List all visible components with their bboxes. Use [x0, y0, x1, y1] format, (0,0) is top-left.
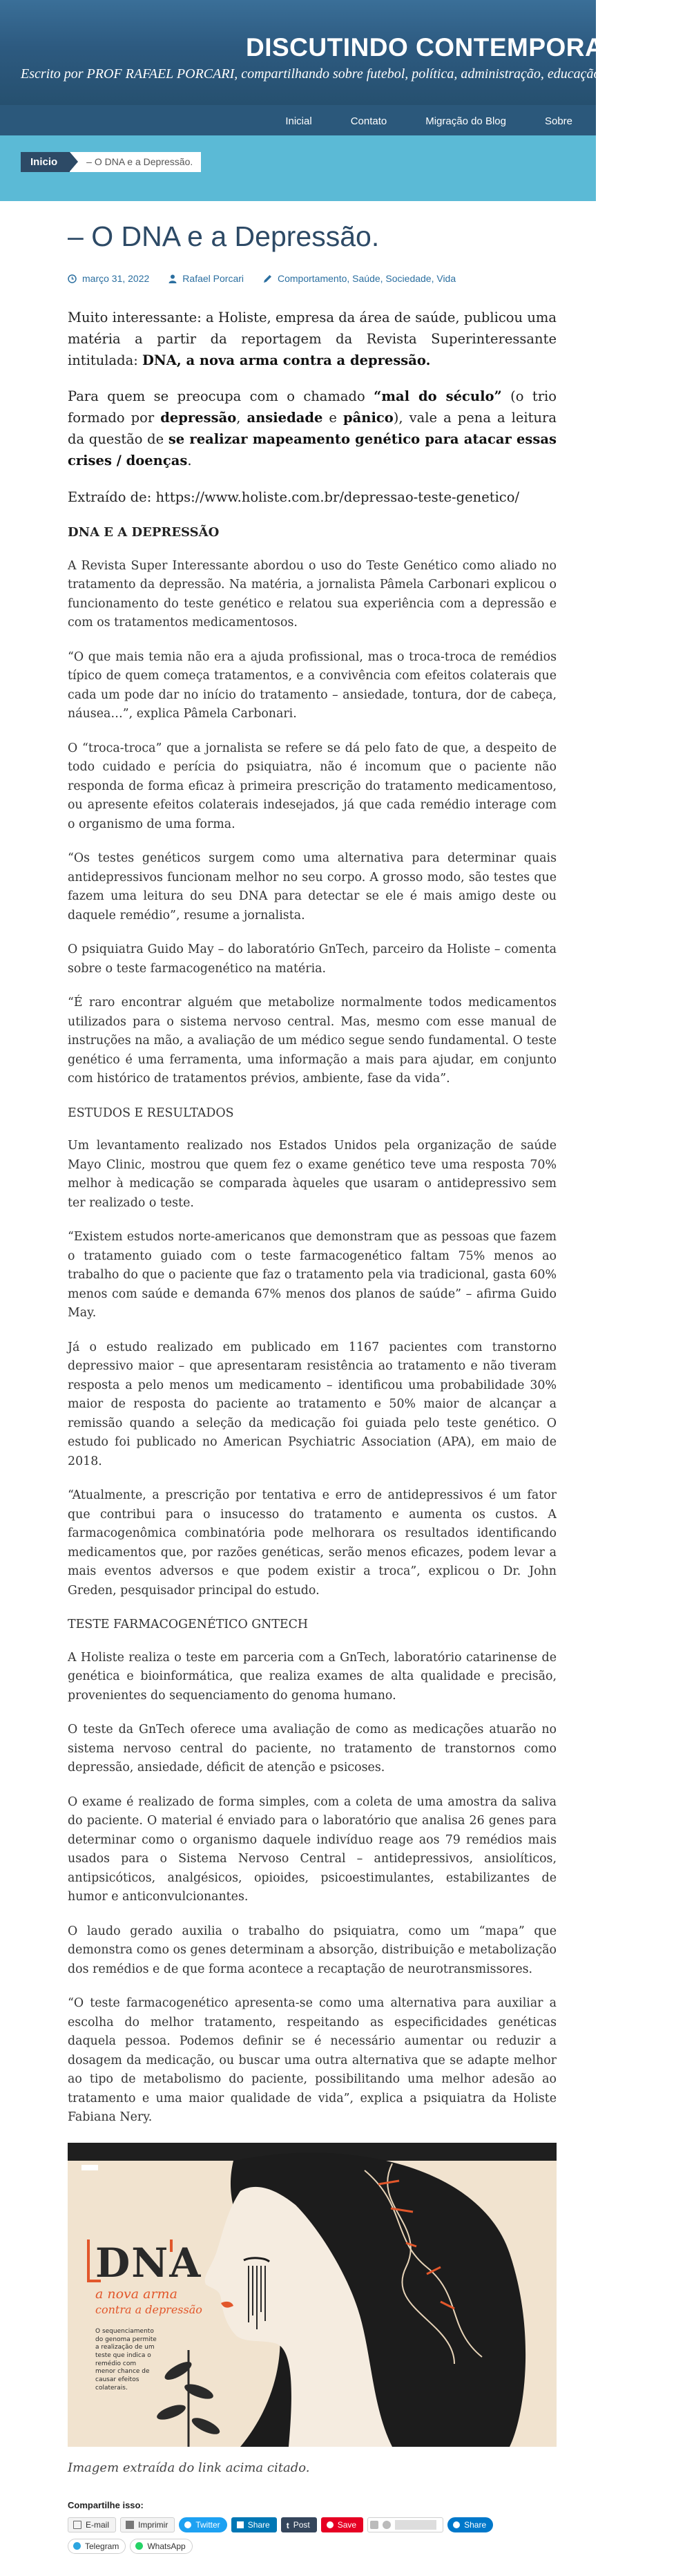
- nav-item-migracao[interactable]: Migração do Blog: [425, 115, 506, 127]
- reddit-icon: [383, 2521, 391, 2529]
- share-whatsapp-button[interactable]: WhatsApp: [130, 2539, 192, 2554]
- figure-side-text: O sequenciamento do genoma permite a realização de um teste que indica o remédio com menor chance de causar efeitos colaterais.: [95, 2327, 157, 2392]
- post-meta: [68, 273, 557, 284]
- post-content: [68, 221, 557, 2560]
- paragraph: “O teste farmacogenético apresenta-se como uma alternativa para auxiliar a escolha do melhor tratamento, respeitando as especificidades genéticas daquela pessoa. Podemos definir se é necessário aumentar ou reduzir a dosagem da medicação, ou buscar uma outra alternativa que se adapte melhor ao tipo de metabolismo do paciente, possibilitando uma melhor adesão ao tratamento e uma maior qualidade de vida”, explica a psiquiatra da Holiste Fabiana Nery.: [68, 1996, 557, 2125]
- main-nav: [0, 105, 596, 135]
- clock-icon: [68, 274, 77, 283]
- article-illustration: [68, 2143, 557, 2447]
- post-author[interactable]: [168, 273, 244, 284]
- post-body: [68, 307, 557, 2128]
- post-author-text[interactable]: Rafael Porcari: [182, 273, 244, 285]
- nav-item-sobre[interactable]: Sobre: [544, 115, 572, 127]
- paragraph: O psiquiatra Guido May – do laboratório GnTech, parceiro da Holiste – comenta sobre o teste farmacogenético na matéria.: [68, 943, 557, 976]
- twitter-icon: [184, 2521, 191, 2528]
- paragraph-mal-do-seculo: Para quem se preocupa com o chamado “mal do século” (o trio formado por depressão, ansiedade e pânico), vale a pena a leitura da questão de se realizar mapeamento genético para atacar essas crises / doenças.: [68, 388, 557, 468]
- paragraph: A Holiste realiza o teste em parceria com a GnTech, laboratório catarinense de genética e bioinformática, que realiza exames de alta qualidade e precisão, provenientes do sequenciamento do genoma humano.: [68, 1650, 557, 1703]
- nav-item-contato[interactable]: Contato: [350, 115, 387, 127]
- post-date-text[interactable]: março 31, 2022: [82, 273, 150, 285]
- paragraph: O “troca-troca” que a jornalista se refere se dá pelo fato de que, a despeito de todo cuidado e perícia do psiquiatra, não é incomum que o paciente não responda de forma eficaz à primeira prescrição do tratamento medicamentoso, ou apresente efeitos colaterais indesejados, já que cada remédio interage com o organismo de uma forma.: [68, 741, 557, 831]
- linkedin-icon: [237, 2521, 244, 2528]
- post-categories[interactable]: [263, 273, 456, 284]
- breadcrumb-current: – O DNA e a Depressão.: [70, 152, 201, 172]
- pinterest-icon: [327, 2521, 334, 2528]
- share-twitter-button[interactable]: Twitter: [179, 2517, 226, 2532]
- pocket-icon: [370, 2521, 378, 2529]
- heading-dna-depressao: DNA E A DEPRESSÃO: [68, 525, 220, 540]
- figure-line2: contra a depressão: [95, 2302, 202, 2316]
- heading-estudos: ESTUDOS E RESULTADOS: [68, 1106, 234, 1120]
- post-date[interactable]: [68, 273, 149, 284]
- user-icon: [168, 274, 177, 283]
- share-tumblr-button[interactable]: t Post: [281, 2517, 317, 2532]
- paragraph: Já o estudo realizado em publicado em 1167 pacientes com transtorno depressivo maior – que apresentaram resistência ao tratamento e não tiveram resposta a pelo menos um medicamento – identificou uma probabilidade 30% maior de resposta do paciente ao tratamento e 50% maior de alcançar a remissão quando a seleção da medicação foi guiada pelo teste genético. O estudo foi publicado no American Psychiatric Association (APA), em maio de 2018.: [68, 1340, 557, 1468]
- paragraph: “Existem estudos norte-americanos que demonstram que as pessoas que fazem o tratamento guiado com o teste farmacogenético faltam 75% menos ao trabalho do que o paciente que faz o tratamento pela via tradicional, gasta 60% menos com saúde e demanda 67% menos dos planos de saúde” – afirma Guido May.: [68, 1230, 557, 1320]
- print-icon: [126, 2521, 134, 2529]
- share-label: Compartilhe isso:: [68, 2499, 144, 2510]
- share-email-button[interactable]: E-mail: [68, 2517, 116, 2532]
- source-link[interactable]: Extraído de: https://www.holiste.com.br/depressao-teste-genetico/: [68, 489, 520, 505]
- share-buttons: [68, 2517, 510, 2560]
- skype-icon: [453, 2521, 460, 2528]
- share-print-button[interactable]: Imprimir: [120, 2517, 175, 2532]
- paragraph: Um levantamento realizado nos Estados Unidos pela organização de saúde Mayo Clinic, mostrou que quem fez o exame genético teve uma resposta 70% melhor à medicação se comparada àqueles que usaram o antidepressivo sem ter realizado o teste.: [68, 1139, 557, 1210]
- breadcrumb-band: [0, 135, 596, 201]
- figure-line1: a nova arma: [95, 2286, 177, 2302]
- post-title: – O DNA e a Depressão.: [68, 220, 380, 252]
- tumblr-icon: t: [286, 2520, 289, 2530]
- paragraph: A Revista Super Interessante abordou o uso do Teste Genético como aliado no tratamento da depressão. Na matéria, a jornalista Pâmela Carbonari explicou o funcionamento do teste genético e relatou sua experiência com a depressão e com os tratamentos medicamentosos.: [68, 558, 557, 630]
- more-icon: [395, 2520, 436, 2530]
- share-skype-button[interactable]: Share: [447, 2517, 493, 2532]
- paragraph: “O que mais temia não era a ajuda profissional, mas o troca-troca de remédios típico de quem começa tratamentos, e a convivência com efeitos colaterais que cada um pode dar no início do tratamento – ansiedade, tontura, dor de cabeça, náusea…”, explica Pâmela Carbonari.: [68, 650, 557, 721]
- pencil-icon: [263, 274, 272, 283]
- site-description: Escrito por PROF RAFAEL PORCARI, compartilhando sobre futebol, política, administração, educação,: [21, 66, 604, 82]
- paragraph: “Os testes genéticos surgem como uma alternativa para determinar quais antidepressivos funcionam melhor no seu corpo. A grosso modo, são testes que fazem uma leitura do seu DNA para detectar se ele é mais amigo deste ou daquele remédio”, resume a jornalista.: [68, 851, 557, 922]
- site-title[interactable]: DISCUTINDO CONTEMPORANEIDA: [246, 33, 685, 61]
- heading-teste-gntech: TESTE FARMACOGENÉTICO GNTECH: [68, 1618, 309, 1632]
- paragraph: O exame é realizado de forma simples, com a coleta de uma amostra da saliva do paciente. O material é enviado para o laboratório que analisa 26 genes para determinar como o organismo daquele indivíduo reage aos 79 remédios mais usados para o Sistema Nervoso Central – antidepressivos, ansiolíticos, antipsicóticos, analgésicos, opioides, psicoestimulantes, estabilizantes de humor e anticonvulcionantes.: [68, 1794, 557, 1904]
- nav-item-inicial[interactable]: Inicial: [285, 115, 312, 127]
- share-linkedin-button[interactable]: Share: [231, 2517, 277, 2532]
- paragraph-intro: Muito interessante: a Holiste, empresa da área de saúde, publicou uma matéria a partir da reportagem da Revista Superinteressante intitulada: DNA, a nova arma contra a depressão.: [68, 310, 557, 368]
- paragraph: O teste da GnTech oferece uma avaliação de como as medicações atuarão no sistema nervoso central do paciente, no tratamento de transtornos como depressão, ansiedade, déficit de atenção e psicoses.: [68, 1723, 557, 1775]
- telegram-icon: [73, 2542, 81, 2550]
- whatsapp-icon: [135, 2542, 143, 2550]
- figure-dna-label: DNA: [95, 2239, 202, 2286]
- share-telegram-button[interactable]: Telegram: [68, 2539, 126, 2554]
- email-icon: [73, 2521, 81, 2529]
- breadcrumb: [21, 152, 201, 172]
- share-pocket-button[interactable]: [367, 2517, 443, 2532]
- post-categories-text[interactable]: Comportamento, Saúde, Sociedade, Vida: [278, 273, 456, 285]
- site-header: [0, 0, 685, 105]
- share-pinterest-button[interactable]: Save: [321, 2517, 363, 2532]
- paragraph: O laudo gerado auxilia o trabalho do psiquiatra, como um “mapa” que demonstra como os genes determinam a absorção, distribuição e metabolização dos remédios e de que forma acontece a recaptação de neurotransmissores.: [68, 1924, 557, 1976]
- image-caption: Imagem extraída do link acima citado.: [68, 2460, 310, 2475]
- article-title-bold: DNA, a nova arma contra a depressão.: [142, 352, 431, 368]
- breadcrumb-home[interactable]: Inicio: [21, 152, 70, 172]
- paragraph: “Atualmente, a prescrição por tentativa e erro de antidepressivos é um fator que contribui para o insucesso do tratamento e aumenta os custos. A farmacogenômica combinatória pode melhorara os resultados identificando medicamentos que, por razões genéticas, serão menos eficazes, podem levar a mais eventos adversos e que podem existir a troca”, explicou o Dr. John Greden, pesquisador principal do estudo.: [68, 1488, 557, 1598]
- paragraph: “É raro encontrar alguém que metabolize normalmente todos medicamentos utilizados para o sistema nervoso central. Mas, mesmo com esse manual de instruções na mão, a avaliação de um médico segue sendo fundamental. O teste genético é uma ferramenta, uma informação a mais para ajudar, em conjunto com histórico de tratamentos prévios, ambiente, fase da vida”.: [68, 996, 557, 1086]
